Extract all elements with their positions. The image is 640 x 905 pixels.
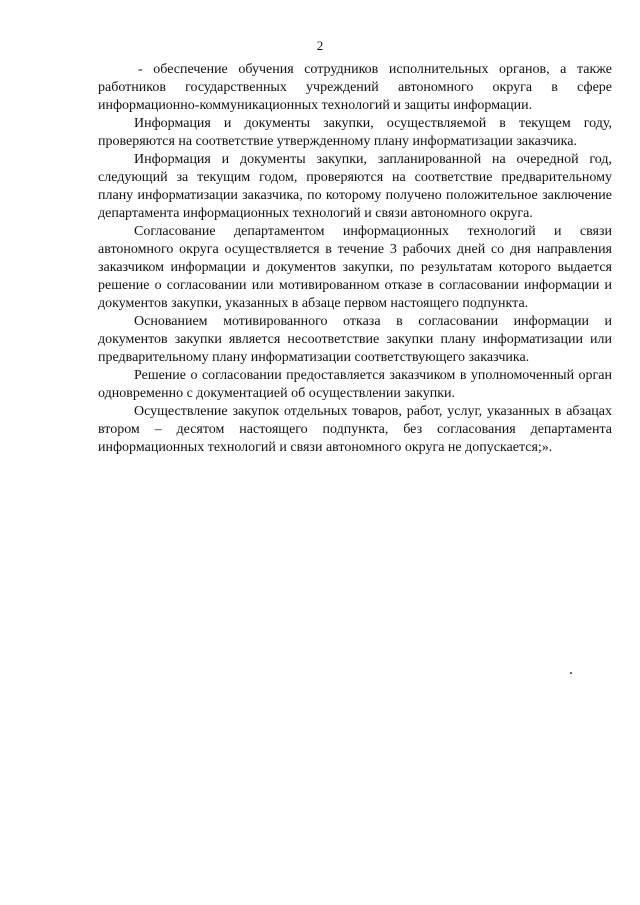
paragraph-decision-submission: Решение о согласовании предоставляется заказчиком в уполномоченный орган одновременно с документацией об осуществлении закупки. <box>98 368 612 401</box>
paragraph-refusal-grounds: Основанием мотивированного отказа в согласовании информации и документов закупки является несоответствие закупки плану информатизации или предварительному плану информатизации соответствующего заказчика. <box>98 314 612 365</box>
page-number: 2 <box>316 38 324 53</box>
paragraph-next-year-check: Информация и документы закупки, запланированной на очередной год, следующий за текущим годом, проверяются на соответствие предварительному плану информатизации заказчика, по которому получено положительное заключение департамента информационных технологий и связи автономного округа. <box>98 152 612 221</box>
paragraph-prohibition: Осуществление закупок отдельных товаров, работ, услуг, указанных в абзацах втором – десятом настоящего подпункта, без согласования департамента информационных технологий и связи автономного округа не допускается;». <box>98 404 612 455</box>
paragraph-approval-term: Согласование департаментом информационных технологий и связи автономного округа осуществляется в течение 3 рабочих дней со дня направления заказчиком информации и документов закупки, по результатам которого выдается решение о согласовании или мотивированном отказе в согласовании информации и документов закупки, указанных в абзаце первом настоящего подпункта. <box>98 224 612 311</box>
document-body <box>98 61 612 457</box>
scan-speck <box>570 672 572 674</box>
paragraph-current-year-check: Информация и документы закупки, осуществляемой в текущем году, проверяются на соответствие утвержденному плану информатизации заказчика. <box>98 116 612 149</box>
paragraph-training: - обеспечение обучения сотрудников исполнительных органов, а также работников государственных учреждений автономного округа в сфере информационно-коммуникационных технологий и защиты информации. <box>98 62 612 113</box>
